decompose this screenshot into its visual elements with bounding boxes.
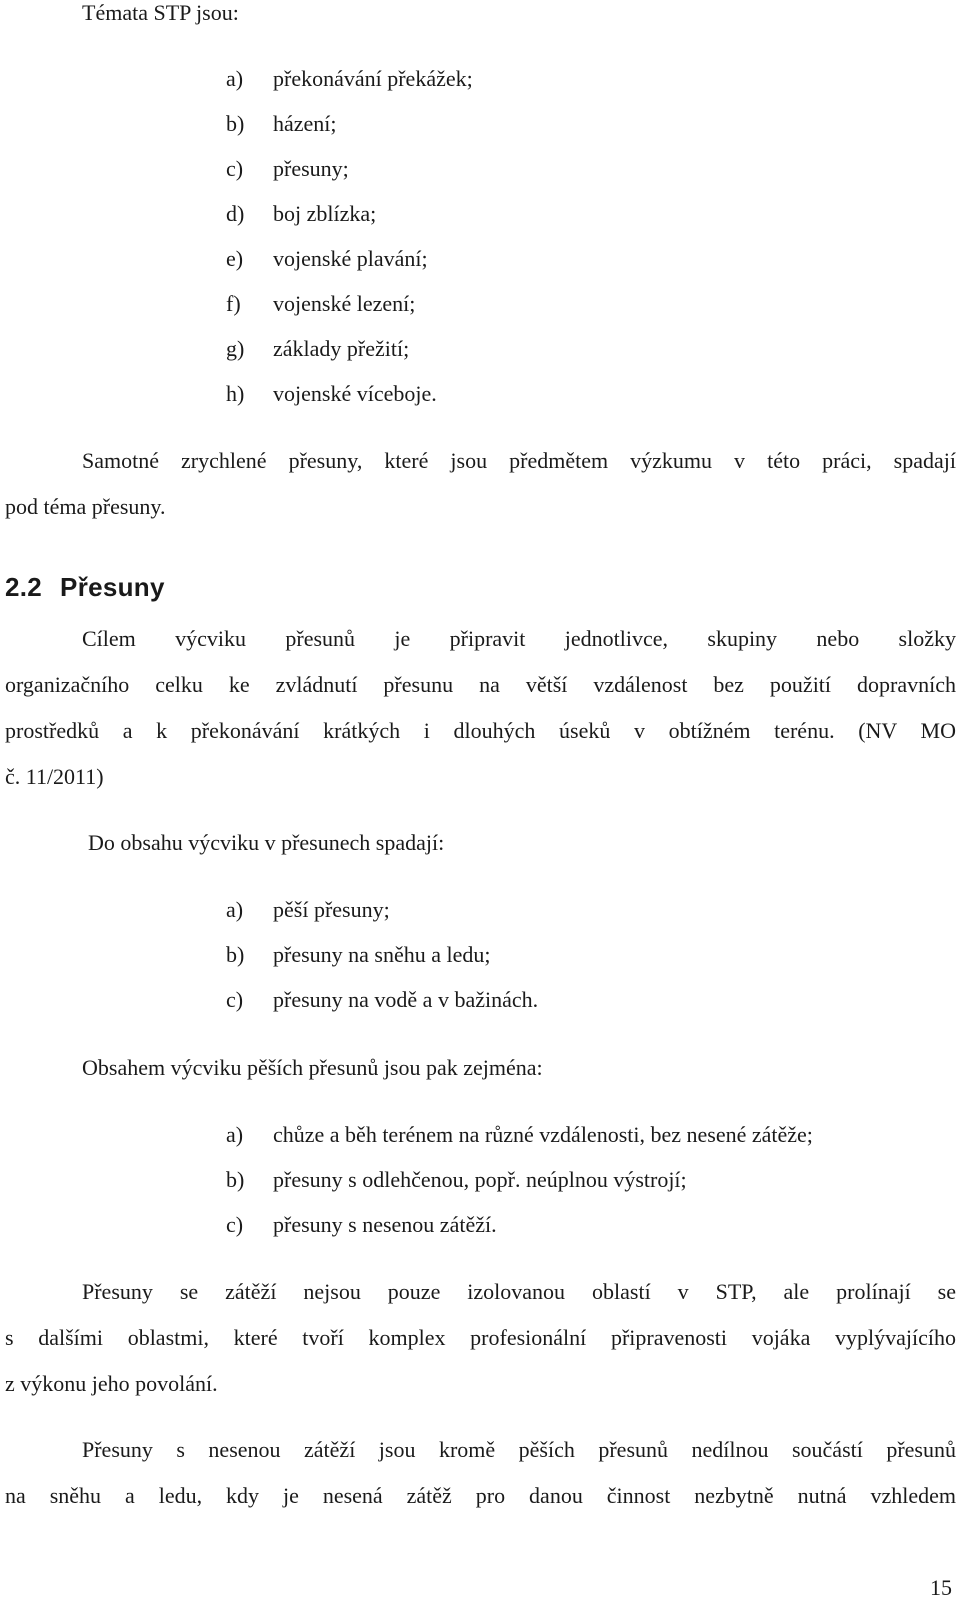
paragraph-line: Cílem výcviku přesunů je připravit jednotlivce, skupiny nebo složky bbox=[82, 626, 956, 651]
list-item-text: přesuny s nesenou zátěží. bbox=[273, 1212, 497, 1237]
topics-intro: Témata STP jsou: bbox=[82, 0, 239, 25]
list-item-text: základy přežití; bbox=[273, 336, 410, 361]
list-item-text: vojenské víceboje. bbox=[273, 381, 437, 406]
list-item-text: házení; bbox=[273, 111, 337, 136]
list-item-text: přesuny na sněhu a ledu; bbox=[273, 942, 491, 967]
paragraph-line: Přesuny s nesenou zátěží jsou kromě pěších přesunů nedílnou součástí přesunů bbox=[82, 1437, 956, 1462]
page-number: 15 bbox=[930, 1575, 952, 1600]
list-marker: d) bbox=[226, 201, 245, 226]
paragraph-line: organizačního celku ke zvládnutí přesunu na větší vzdálenost bez použití dopravních bbox=[5, 672, 956, 697]
list-marker: b) bbox=[226, 1167, 245, 1192]
movements-intro: Do obsahu výcviku v přesunech spadají: bbox=[88, 830, 445, 855]
list-marker: g) bbox=[226, 336, 245, 361]
paragraph-line: z výkonu jeho povolání. bbox=[5, 1371, 218, 1396]
list-item-text: pěší přesuny; bbox=[273, 897, 390, 922]
list-marker: a) bbox=[226, 897, 244, 922]
paragraph-line: č. 11/2011) bbox=[5, 764, 104, 789]
list-marker: a) bbox=[226, 66, 244, 91]
list-item-text: přesuny na vodě a v bažinách. bbox=[273, 987, 539, 1012]
list-marker: a) bbox=[226, 1122, 244, 1147]
list-item-text: přesuny; bbox=[273, 156, 349, 181]
paragraph-line: prostředků a k překonávání krátkých i dlouhých úseků v obtížném terénu. (NV MO bbox=[5, 718, 956, 743]
list-item-text: boj zblízka; bbox=[273, 201, 377, 226]
paragraph-line: Přesuny se zátěží nejsou pouze izolovanou oblastí v STP, ale prolínají se bbox=[82, 1279, 956, 1304]
list-item-text: přesuny s odlehčenou, popř. neúplnou výstrojí; bbox=[273, 1167, 687, 1192]
foot-intro: Obsahem výcviku pěších přesunů jsou pak zejména: bbox=[82, 1055, 543, 1080]
list-item-text: vojenské lezení; bbox=[273, 291, 416, 316]
list-marker: c) bbox=[226, 1212, 244, 1237]
list-marker: f) bbox=[226, 291, 241, 316]
section-title: Přesuny bbox=[60, 572, 165, 602]
paragraph-line: pod téma přesuny. bbox=[5, 494, 166, 519]
list-item-text: vojenské plavání; bbox=[273, 246, 428, 271]
list-marker: c) bbox=[226, 987, 244, 1012]
list-item-text: překonávání překážek; bbox=[273, 66, 473, 91]
paragraph-line: s dalšími oblastmi, které tvoří komplex profesionální připravenosti vojáka vyplývajícího bbox=[5, 1325, 956, 1350]
paragraph-line: na sněhu a ledu, kdy je nesená zátěž pro danou činnost nezbytně nutná vzhledem bbox=[5, 1483, 956, 1508]
list-marker: c) bbox=[226, 156, 244, 181]
list-marker: b) bbox=[226, 111, 245, 136]
list-marker: h) bbox=[226, 381, 245, 406]
paragraph-line: Samotné zrychlené přesuny, které jsou předmětem výzkumu v této práci, spadají bbox=[82, 448, 956, 473]
section-heading bbox=[5, 572, 165, 603]
section-number: 2.2 bbox=[5, 572, 43, 602]
list-marker: e) bbox=[226, 246, 244, 271]
list-item-text: chůze a běh terénem na různé vzdálenosti, bez nesené zátěže; bbox=[273, 1122, 813, 1147]
list-marker: b) bbox=[226, 942, 245, 967]
